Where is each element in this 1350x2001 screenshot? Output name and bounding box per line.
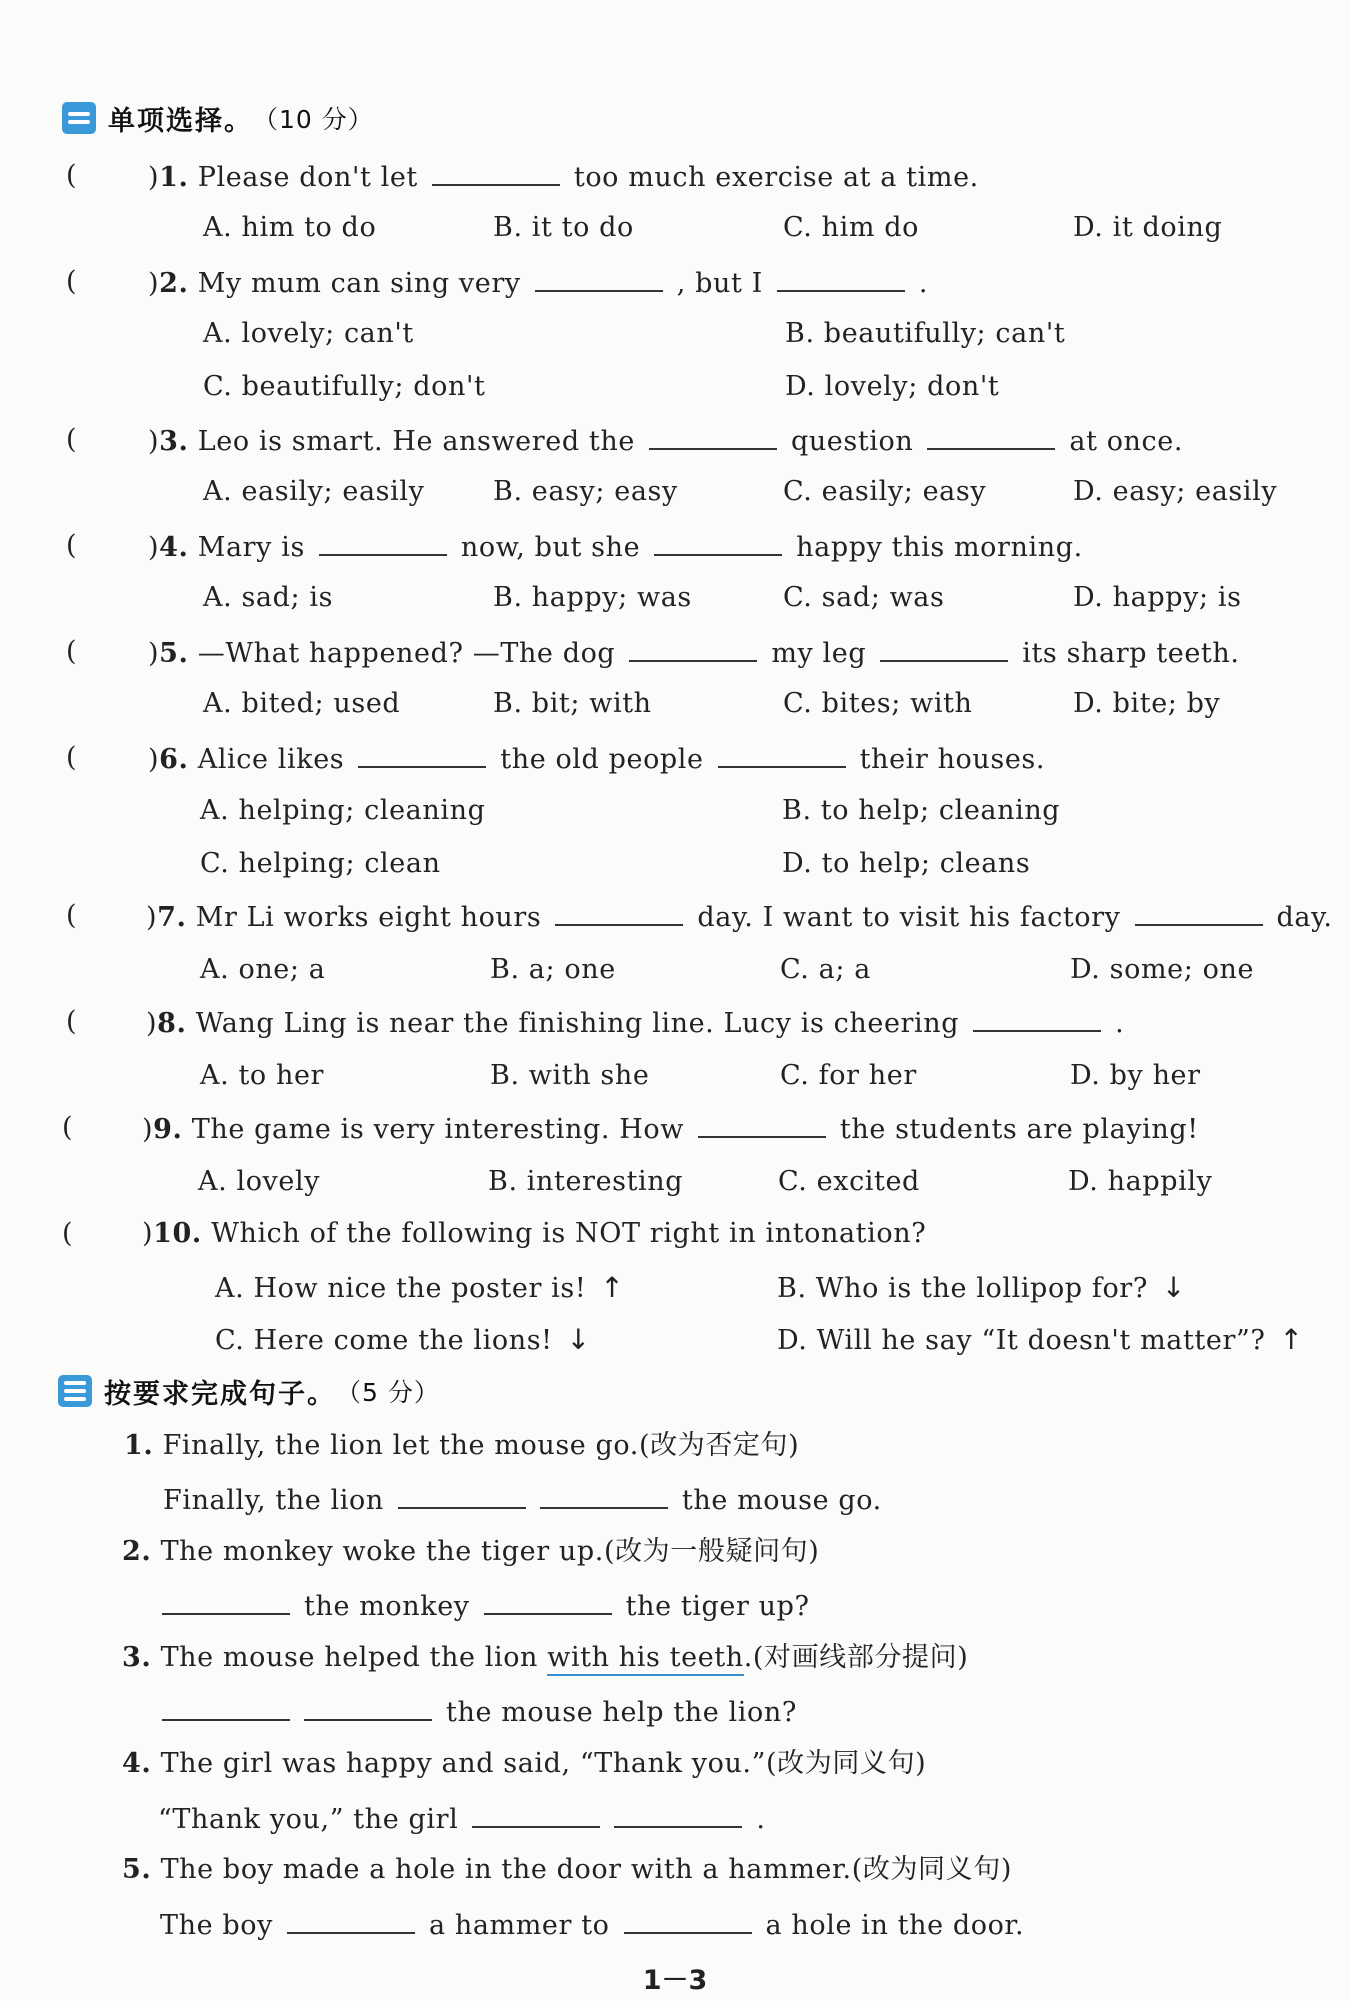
- option-1b[interactable]: B. it to do: [493, 212, 634, 243]
- section-2-title: 单项选择。: [108, 105, 253, 137]
- option-4d[interactable]: D. happy; is: [1073, 582, 1242, 613]
- task-5-answer: The boy a hammer to a hole in the door.: [160, 1906, 1024, 1942]
- option-7b[interactable]: B. a; one: [490, 954, 616, 985]
- option-8c[interactable]: C. for her: [780, 1060, 917, 1091]
- question-4: )4. Mary is now, but she happy this morning.: [148, 528, 1083, 564]
- option-7a[interactable]: A. one; a: [200, 954, 326, 985]
- answer-paren-5[interactable]: (: [66, 636, 77, 667]
- option-3c[interactable]: C. easily; easy: [783, 476, 987, 507]
- blank[interactable]: [162, 1693, 290, 1721]
- blank[interactable]: [927, 422, 1055, 450]
- option-2a[interactable]: A. lovely; can't: [203, 318, 414, 349]
- section-3-heading: [58, 1371, 440, 1411]
- blank[interactable]: [162, 1587, 290, 1615]
- option-6a[interactable]: A. helping; cleaning: [200, 795, 486, 826]
- option-10a[interactable]: A. How nice the poster is! ↑: [215, 1271, 625, 1304]
- blank[interactable]: [358, 740, 486, 768]
- option-7c[interactable]: C. a; a: [780, 954, 871, 985]
- question-7: )7. Mr Li works eight hours day. I want to visit his factory day.: [146, 898, 1333, 934]
- option-10d[interactable]: D. Will he say “It doesn't matter”? ↑: [777, 1323, 1304, 1356]
- blank[interactable]: [535, 264, 663, 292]
- answer-paren-7[interactable]: (: [66, 900, 77, 931]
- task-4-answer: “Thank you,” the girl .: [158, 1800, 766, 1836]
- question-6: )6. Alice likes the old people their houses.: [148, 740, 1045, 776]
- question-5: )5. —What happened? —The dog my leg its sharp teeth.: [148, 634, 1240, 670]
- blank[interactable]: [649, 422, 777, 450]
- option-9a[interactable]: A. lovely: [198, 1166, 321, 1197]
- option-8b[interactable]: B. with she: [490, 1060, 650, 1091]
- blank[interactable]: [1135, 898, 1263, 926]
- option-4b[interactable]: B. happy; was: [493, 582, 692, 613]
- question-2: )2. My mum can sing very , but I .: [148, 264, 928, 300]
- option-10b[interactable]: B. Who is the lollipop for? ↓: [777, 1271, 1186, 1304]
- task-1: 1. Finally, the lion let the mouse go.(改为否定句): [124, 1430, 800, 1461]
- section-2-score: （10 分）: [253, 105, 374, 134]
- section-2-heading: [62, 98, 374, 138]
- option-6b[interactable]: B. to help; cleaning: [782, 795, 1061, 826]
- falling-arrow-icon: ↓: [1161, 1271, 1186, 1304]
- blank[interactable]: [472, 1800, 600, 1828]
- page-number: 1－3: [642, 1965, 708, 1996]
- answer-paren-1[interactable]: (: [66, 160, 77, 191]
- option-3d[interactable]: D. easy; easily: [1073, 476, 1278, 507]
- option-10c[interactable]: C. Here come the lions! ↓: [215, 1323, 591, 1356]
- blank[interactable]: [432, 158, 560, 186]
- blank[interactable]: [777, 264, 905, 292]
- rising-arrow-icon: ↑: [1279, 1323, 1304, 1356]
- blank[interactable]: [304, 1693, 432, 1721]
- task-3-answer: the mouse help the lion?: [148, 1693, 797, 1729]
- option-9b[interactable]: B. interesting: [488, 1166, 684, 1197]
- underlined-phrase: with his teeth: [547, 1642, 743, 1676]
- question-3: )3. Leo is smart. He answered the question at once.: [148, 422, 1183, 458]
- question-8: )8. Wang Ling is near the finishing line. Lucy is cheering .: [146, 1004, 1124, 1040]
- blank[interactable]: [654, 528, 782, 556]
- option-4c[interactable]: C. sad; was: [783, 582, 945, 613]
- answer-paren-2[interactable]: (: [66, 266, 77, 297]
- task-3: 3. The mouse helped the lion with his teeth.(对画线部分提问): [122, 1640, 968, 1676]
- blank[interactable]: [614, 1800, 742, 1828]
- question-1: )1. Please don't let too much exercise at a time.: [148, 158, 979, 194]
- blank[interactable]: [718, 740, 846, 768]
- task-2: 2. The monkey woke the tiger up.(改为一般疑问句): [122, 1536, 820, 1567]
- answer-paren-10[interactable]: (: [62, 1218, 73, 1249]
- section-3-title: 按要求完成句子。: [104, 1378, 336, 1410]
- answer-paren-4[interactable]: (: [66, 530, 77, 561]
- blank[interactable]: [973, 1004, 1101, 1032]
- blank[interactable]: [624, 1906, 752, 1934]
- question-10: )10. Which of the following is NOT right in intonation?: [142, 1218, 927, 1249]
- option-1a[interactable]: A. him to do: [203, 212, 377, 243]
- option-5a[interactable]: A. bited; used: [203, 688, 401, 719]
- option-2c[interactable]: C. beautifully; don't: [203, 371, 486, 402]
- option-9c[interactable]: C. excited: [778, 1166, 920, 1197]
- section-2-badge-icon: [62, 102, 96, 134]
- blank[interactable]: [555, 898, 683, 926]
- blank[interactable]: [698, 1110, 826, 1138]
- task-2-answer: the monkey the tiger up?: [148, 1587, 810, 1623]
- option-5c[interactable]: C. bites; with: [783, 688, 973, 719]
- option-3a[interactable]: A. easily; easily: [203, 476, 425, 507]
- falling-arrow-icon: ↓: [566, 1323, 591, 1356]
- question-9: )9. The game is very interesting. How the students are playing!: [142, 1110, 1199, 1146]
- answer-paren-8[interactable]: (: [66, 1006, 77, 1037]
- blank[interactable]: [484, 1587, 612, 1615]
- blank[interactable]: [287, 1906, 415, 1934]
- blank[interactable]: [319, 528, 447, 556]
- task-5: 5. The boy made a hole in the door with a hammer.(改为同义句): [122, 1854, 1012, 1885]
- option-2d[interactable]: D. lovely; don't: [785, 371, 1000, 402]
- answer-paren-3[interactable]: (: [66, 424, 77, 455]
- blank[interactable]: [880, 634, 1008, 662]
- option-2b[interactable]: B. beautifully; can't: [785, 318, 1066, 349]
- option-1c[interactable]: C. him do: [783, 212, 920, 243]
- section-3-badge-icon: [58, 1375, 92, 1407]
- option-4a[interactable]: A. sad; is: [203, 582, 334, 613]
- option-9d[interactable]: D. happily: [1068, 1166, 1213, 1197]
- blank[interactable]: [398, 1481, 526, 1509]
- option-6d[interactable]: D. to help; cleans: [782, 848, 1031, 879]
- option-5b[interactable]: B. bit; with: [493, 688, 652, 719]
- option-8a[interactable]: A. to her: [200, 1060, 325, 1091]
- option-5d[interactable]: D. bite; by: [1073, 688, 1221, 719]
- blank[interactable]: [540, 1481, 668, 1509]
- section-3-score: （5 分）: [336, 1378, 440, 1407]
- blank[interactable]: [629, 634, 757, 662]
- answer-paren-9[interactable]: (: [62, 1112, 73, 1143]
- task-4: 4. The girl was happy and said, “Thank you.”(改为同义句): [122, 1748, 927, 1779]
- option-7d[interactable]: D. some; one: [1070, 954, 1255, 985]
- answer-paren-6[interactable]: (: [66, 742, 77, 773]
- option-6c[interactable]: C. helping; clean: [200, 848, 441, 879]
- option-3b[interactable]: B. easy; easy: [493, 476, 678, 507]
- option-8d[interactable]: D. by her: [1070, 1060, 1201, 1091]
- rising-arrow-icon: ↑: [600, 1271, 625, 1304]
- task-1-answer: Finally, the lion the mouse go.: [163, 1481, 882, 1517]
- option-1d[interactable]: D. it doing: [1073, 212, 1223, 243]
